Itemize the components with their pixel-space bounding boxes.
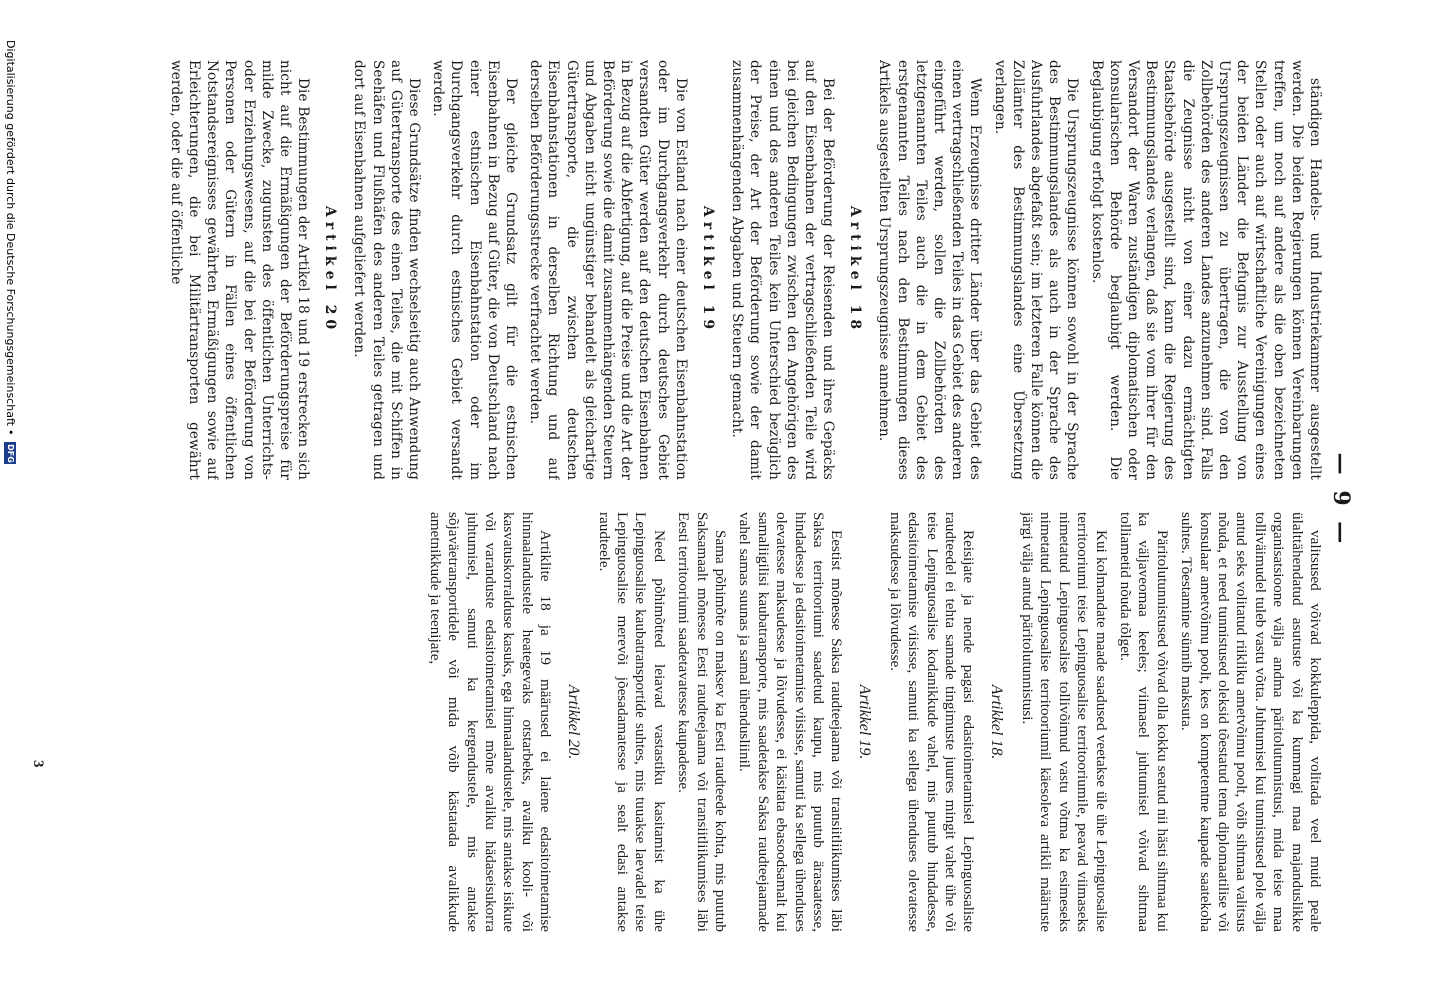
credit-text: Digitalisierung gefördert durch die Deutsche Forschungsgemeinschaft	[4, 40, 17, 426]
german-heading-article-18: Artikel 18	[847, 205, 864, 335]
page-number: — 9 —	[1328, 452, 1354, 548]
digitization-credit	[4, 40, 17, 464]
sheet-signature-mark: 3	[30, 760, 46, 768]
footer-strip	[0, 0, 40, 1000]
estonian-article-18-paragraph: Reisijate ja nende pagasi edasitoimetamisel Lepinguosaliste raudteedel ei tehta samade tingimuste juures mingit vahet ühe või teise Lepinguosalise kodanikkude vahel, mis puutub hindadesse, edasitoimetamise viisisse, samuti ka sellega ühenduses olevatesse maksudesse ja lõivudesse.	[886, 512, 978, 932]
german-article-20-paragraph: Die Bestimmungen der Artikel 18 und 19 erstrecken sich nicht auf die Ermäßigungen der Beförderungspreise für milde Zwecke, zugunsten des öffentlichen Unterrichts- oder Erziehungswesens, auf die bei der Beförderung von Personen oder Gütern in Fällen eines öffentlichen Notstandsereignisses gewährten Ermäßigungen sowie auf Erleichterungen, die bei Militärtransporten gewährt werden, oder die auf öffentliche	[167, 60, 312, 480]
parallel-text-columns	[54, 60, 1324, 940]
german-heading-article-19: Artikel 19	[699, 205, 716, 335]
estonian-paragraph-3: Kui kolmandate maade saadused veetakse üle ühe Lepinguosalise territooriumi teise Lepinguosalise territooriumile, peavad viimaseks nimetatud Lepinguosalise tollivõimud vastu võtma ka esimeseks nimetatud Lepinguosalise territooriumil käesoleva artikli määruste järgi välja antud päritolutunnistusi.	[1018, 512, 1110, 932]
german-article-18-paragraph: Bei der Beförderung der Reisenden und ihres Gepäcks auf den Eisenbahnen der vertragschließenden Teile wird bei gleichen Bedingungen zwischen den Angehörigen des einen und des anderen Teiles kein Unterschied bezüglich der Preise, der Art der Beförderung sowie der damit zusammenhängenden Abgaben und Steuern gemacht.	[729, 60, 837, 480]
german-intro-paragraph: ständigen Handels- und Industriekammer ausgestellt werden. Die beiden Regierungen können Vereinbarungen treffen, um noch auf andere als die oben bezeichneten Stellen oder auch auf wirtschaftliche Vereinigungen eines der beiden Länder die Befugnis zur Ausstellung von Ursprungszeugnissen zu übertragen, die von den Zollbehörden des anderen Landes anzunehmen sind. Falls die Zeugnisse nicht von einer dazu ermächtigten Staatsbehörde ausgestellt sind, kann die Regierung des Bestimmungslandes verlangen, daß sie vom ihrer für den Versandort der Waren zuständigen diplomatischen oder konsularischen Behörde beglaubigt werden. Die Beglaubigung erfolgt kostenlos.	[1088, 60, 1323, 480]
dfg-logo: DFG	[6, 444, 15, 463]
estonian-column	[54, 512, 1324, 932]
estonian-heading-article-18: Artikkel 18.	[988, 684, 1006, 760]
estonian-article-19-paragraph-1: Eestist mõnesse Saksa raudteejaama või transiitliikumises läbi Saksa territooriumi saadetud kaupu, mis puutub ärasaatesse, hindadesse ja edasitoimetamise viisisse, samuti ka sellega ühenduses olevatesse maksudesse ja lõivudesse, ei käsitata ebasoodsamalt kui samaliigilisi kaubatransporte, mis saadetakse Saksa raudteejaamade vahel samas suunas ja samal ühendusliinil.	[736, 512, 846, 932]
estonian-heading-article-20: Artikkel 20.	[565, 684, 583, 760]
estonian-heading-article-19: Artikkel 19.	[856, 684, 874, 760]
german-article-19-paragraph-1: Die von Estland nach einer deutschen Eisenbahnstation oder im Durchgangsverkehr durch deutsches Gebiet versandten Güter werden auf den deutschen Eisenbahnen in Bezug auf die Abfertigung, auf die Preise und die Art der Beförderung sowie die damit zusammenhängenden Steuern und Abgaben nicht ungünstiger behandelt als gleichartige Gütertransporte, die zwischen deutschen Eisenbahnstationen in derselben Richtung und auf derselben Beförderungsstrecke verfrachtet werden.	[527, 60, 689, 480]
german-paragraph-3: Wenn Erzeugnisse dritter Länder über das Gebiet des einen vertragschließenden Teiles in das Gebiet des anderen eingeführt werden, sollen die Zollbehörden des letztgenannten Teiles auch die in dem Gebiet des erstgenannten Teiles nach den Bestimmungen dieses Artikels ausgestellten Ursprungszeugnisse annehmen.	[876, 60, 984, 480]
german-article-19-paragraph-2: Der gleiche Grundsatz gilt für die estnischen Eisenbahnen in Bezug auf Güter, die von Deutschland nach einer estnischen Eisenbahnstation oder im Durchgangsverkehr durch estnisches Gebiet versandt werden.	[430, 60, 520, 480]
estonian-article-19-paragraph-3: Need põhimõtted leiavad vastastiku kasitamist ka ühe Lepinguosalise kaubatransportide suhtes, mis tuuakse laevadel teise Lepinguosalise merevõi jõesadamatesse ja sealt edasi antakse raudteele.	[595, 512, 668, 932]
estonian-intro-paragraph: valitsused võivad kokkuleppida, volitada veel muid peale ülalttähendatud asutuste või ka kummagi maa majanduslikke organisatsioone välja andma päritolutunnistusi, mida teise maa tolliväimudel tuleb vastu võtta. Juhtumisel kui tunnistused pole välja antud seks volitatud riikliku ametvõimu poolt, võib sihtmaa valitsus nõuda, et need tunnistused oleksid tõestatud tema diplomaatilise või konsulaar ametvõimu poolt, kes on kompetentne kaupade saatekoha suhtes. Tõestamine sünnib maksuta.	[1178, 512, 1324, 932]
german-paragraph-2: Die Ursprungszeugnisse können sowohl in der Sprache des Bestimmungslandes als auch in der Sprache des Ausfuhrlandes abgefaßt sein; im letzteren Falle können die Zollämter des Bestimmungslandes eine Übersetzung verlangen.	[991, 60, 1081, 480]
german-heading-article-20: Artikel 20	[322, 205, 339, 335]
estonian-paragraph-2: Päritolutunnistused võivad olla kokku seatud nii hästi sihtmaa kui ka väljaveomaa keeles; viimasel juhtumisel võivad sihtmaa tolliametid nõuda tõlget.	[1116, 512, 1171, 932]
german-column	[54, 60, 1324, 480]
estonian-article-19-paragraph-2: Sama põhimõte on maksev ka Eesti raudteede kohta, mis puutub Saksamaalt mõnesse Eesti raudteejaama või transiitliikumises läbi Eesti territooriumi saadetavatesse kaupadesse.	[675, 512, 730, 932]
credit-separator: •	[4, 428, 17, 436]
estonian-article-20-paragraph: Artiklite 18 ja 19 määrused ei laiene edasitoimetamise hinnaalandustele heategevaks otstarbeks, avaliku kooli- või kasvatuskorralduse kasuks, ega hinnaalandustele, mis antakse isikute või varanduste edasitoimetamisel mõne avaliku hädaseisukorra juhtumisel, samuti ka kergendustele, mis antakse sõjaväetransportidele või mida võib kästatada avalikkude ametnikkude ja teenijate,	[426, 512, 555, 932]
german-article-19-paragraph-3: Diese Grundsätze finden wechselseitig auch Anwendung auf Gütertransporte des einen Teiles, die mit Schiffen in Seehäfen und Flußhäfen des anderen Teiles getragen und dort auf Eisenbahnen aufgeliefert werden.	[351, 60, 423, 480]
